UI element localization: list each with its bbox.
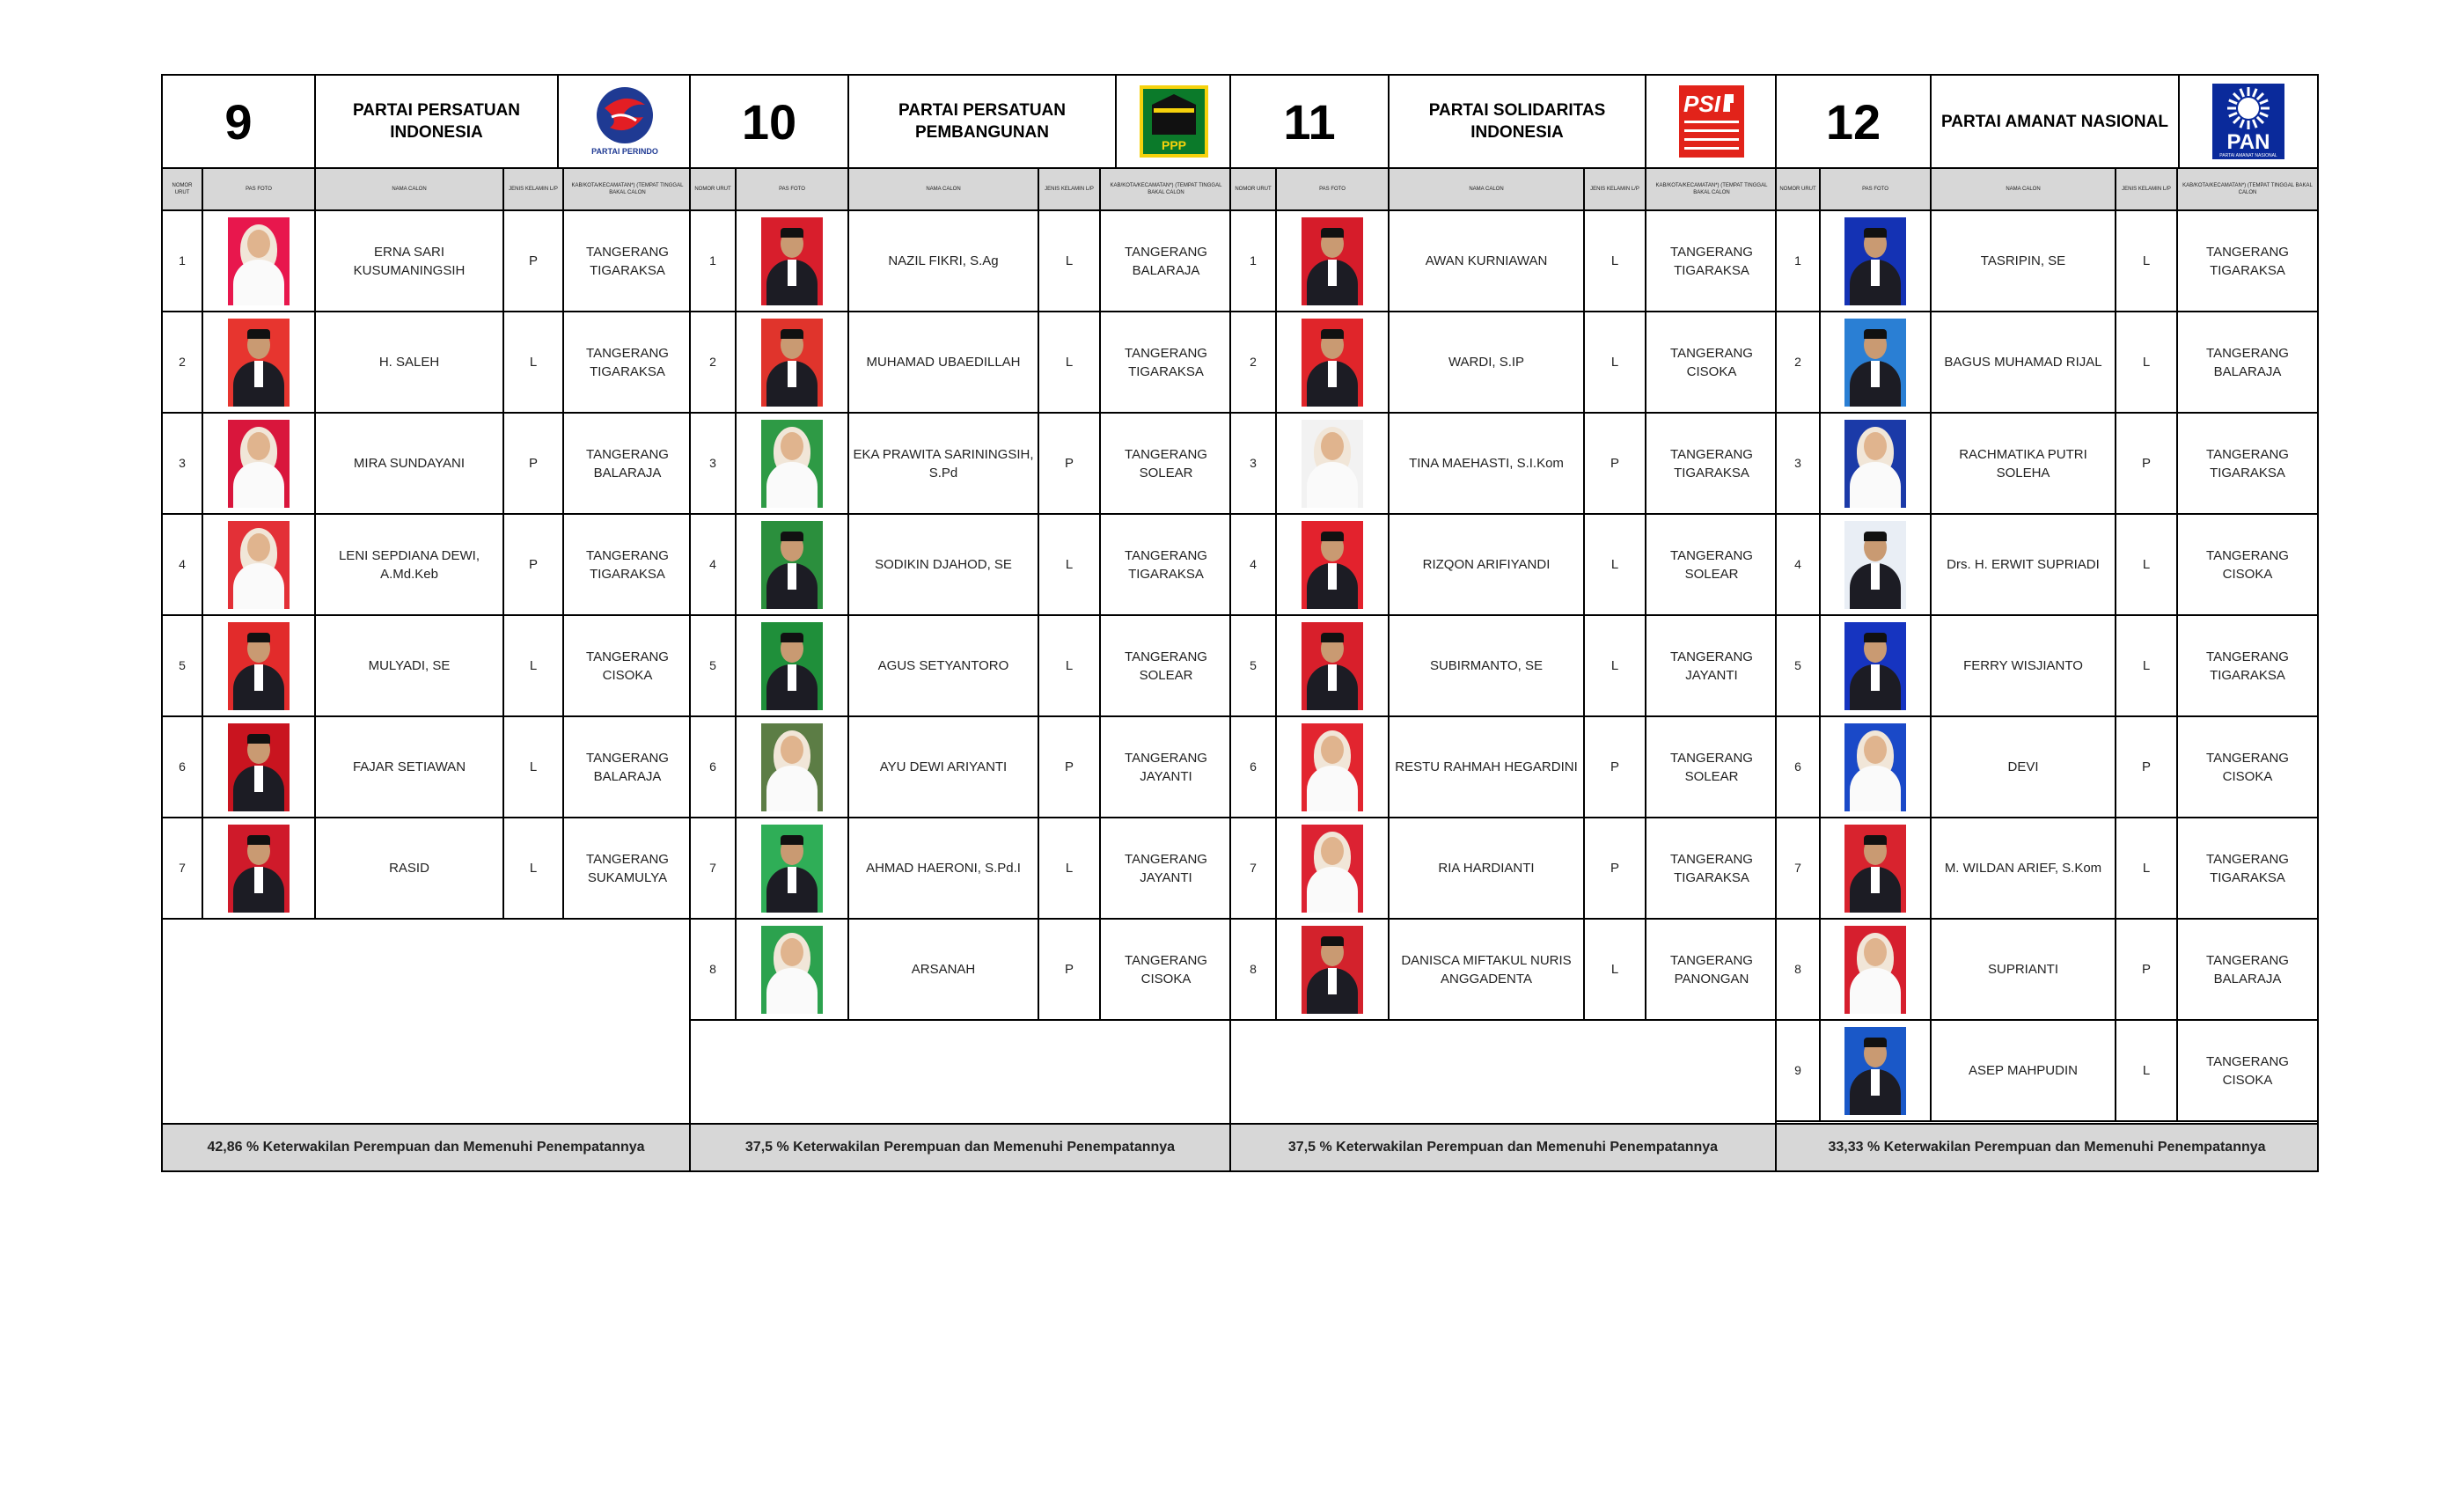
column-header-jenis-kelamin: JENIS KELAMIN L/P [504,169,564,209]
party-logo [1646,76,1777,167]
candidate-place: TANGERANG JAYANTI [1670,649,1753,683]
candidate-number: 1 [163,211,203,311]
candidate-place: TANGERANG PANONGAN [1670,952,1753,987]
candidate-row [1231,211,1775,312]
candidate-photo [228,825,290,913]
candidate-place: TANGERANG TIGARAKSA [2206,851,2289,885]
candidate-photo-cell [1821,717,1932,817]
candidate-place: TANGERANG TIGARAKSA [2206,244,2289,278]
candidate-gender: L [2116,211,2178,311]
candidate-photo-cell [737,515,849,614]
candidate-number: 2 [1777,312,1821,412]
candidate-number: 9 [1777,1021,1821,1120]
column-header-row [1777,169,2317,211]
column-header-row [163,169,689,211]
candidate-gender: L [504,616,564,715]
candidate-photo [1844,420,1906,508]
candidate-name: AYU DEWI ARIYANTI [849,717,1039,817]
candidate-photo-cell [1277,515,1390,614]
candidate-row [163,818,689,920]
party-name: PARTAI PERSATUAN INDONESIA [316,76,559,167]
candidate-number: 2 [691,312,737,412]
candidate-name: TASRIPIN, SE [1932,211,2116,311]
candidate-name: EKA PRAWITA SARININGSIH, S.Pd [849,414,1039,513]
candidate-number: 5 [163,616,203,715]
candidate-photo [1844,521,1906,609]
candidate-row [163,515,689,616]
candidate-place: TANGERANG JAYANTI [1125,750,1207,784]
column-header-pas-foto: PAS FOTO [1277,169,1390,209]
candidate-row [691,312,1229,414]
candidate-name: BAGUS MUHAMAD RIJAL [1932,312,2116,412]
candidate-photo-cell [1821,414,1932,513]
candidate-photo-cell [1277,920,1390,1019]
candidate-photo-cell [1277,414,1390,513]
candidate-photo [761,217,823,305]
column-header-row [691,169,1229,211]
party-header [1777,76,2317,169]
candidate-photo-cell [1821,1021,1932,1120]
candidate-row [691,818,1229,920]
candidate-gender: L [1585,312,1646,412]
candidate-list-sheet [161,74,2319,1172]
candidate-photo [761,723,823,811]
candidate-number: 8 [691,920,737,1019]
candidate-photo [761,825,823,913]
candidate-photo [1302,723,1363,811]
candidate-gender: P [1585,818,1646,918]
candidate-name: ASEP MAHPUDIN [1932,1021,2116,1120]
candidate-row [1231,515,1775,616]
candidate-photo [228,521,290,609]
candidate-name: SUBIRMANTO, SE [1390,616,1585,715]
candidate-gender: P [2116,717,2178,817]
candidate-photo-cell [1821,211,1932,311]
candidate-number: 3 [1777,414,1821,513]
candidate-number: 6 [1231,717,1277,817]
column-header-kab-kota: KAB/KOTA/KECAMATAN*) (TEMPAT TINGGAL BAKAL CALON [1110,183,1222,195]
candidate-photo-cell [203,717,316,817]
candidate-photo-cell [1821,312,1932,412]
column-header-nama-calon: NAMA CALON [316,169,504,209]
candidate-gender: L [2116,818,2178,918]
candidate-place: TANGERANG CISOKA [2206,750,2289,784]
column-header-pas-foto: PAS FOTO [1821,169,1932,209]
candidate-row [163,211,689,312]
candidate-place: TANGERANG BALARAJA [586,446,669,480]
candidate-gender: P [1585,414,1646,513]
candidate-photo [761,420,823,508]
candidate-row [1777,312,2317,414]
candidate-photo [228,622,290,710]
column-header-nomor-urut: NOMOR URUT [691,169,737,209]
candidate-row [691,515,1229,616]
candidate-gender: P [1585,717,1646,817]
candidate-number: 6 [163,717,203,817]
candidate-photo [1302,622,1363,710]
candidate-gender: P [2116,414,2178,513]
candidate-name: ERNA SARI KUSUMANINGSIH [316,211,504,311]
candidate-place: TANGERANG TIGARAKSA [586,345,669,379]
column-header-pas-foto: PAS FOTO [737,169,849,209]
column-header-nomor-urut: NOMOR URUT [1777,169,1821,209]
candidate-photo-cell [1821,515,1932,614]
candidate-name: Drs. H. ERWIT SUPRIADI [1932,515,2116,614]
candidate-name: RESTU RAHMAH HEGARDINI [1390,717,1585,817]
candidate-row [1231,920,1775,1021]
candidate-place: TANGERANG SOLEAR [1125,649,1207,683]
candidate-place: TANGERANG TIGARAKSA [1125,547,1207,582]
candidate-photo-cell [1821,616,1932,715]
candidate-photo [761,319,823,407]
candidate-row [691,414,1229,515]
candidate-row [691,717,1229,818]
candidate-name: RIZQON ARIFIYANDI [1390,515,1585,614]
candidate-name: DEVI [1932,717,2116,817]
candidate-photo [1844,1027,1906,1115]
candidate-gender: L [1039,515,1101,614]
candidate-row [1231,717,1775,818]
candidate-photo-cell [1277,312,1390,412]
candidate-photo [1844,319,1906,407]
candidate-number: 8 [1231,920,1277,1019]
candidate-photo [1844,825,1906,913]
candidate-gender: P [504,211,564,311]
candidate-place: TANGERANG SOLEAR [1670,547,1753,582]
candidate-photo [1844,217,1906,305]
candidate-gender: P [2116,920,2178,1019]
candidate-photo [1844,926,1906,1014]
candidate-row [163,312,689,414]
candidate-photo-cell [203,616,316,715]
party-header [163,76,689,169]
candidate-place: TANGERANG TIGARAKSA [586,244,669,278]
candidate-gender: L [2116,312,2178,412]
candidate-photo [1302,825,1363,913]
column-header-nomor-urut: NOMOR URUT [1231,169,1277,209]
candidate-photo-cell [1277,211,1390,311]
candidate-number: 7 [691,818,737,918]
candidate-number: 4 [163,515,203,614]
candidate-number: 5 [691,616,737,715]
candidate-place: TANGERANG CISOKA [586,649,669,683]
candidate-number: 5 [1777,616,1821,715]
candidate-number: 3 [1231,414,1277,513]
candidate-number: 6 [691,717,737,817]
candidate-photo-cell [1821,818,1932,918]
candidate-name: NAZIL FIKRI, S.Ag [849,211,1039,311]
party-block [1777,76,2317,1170]
candidate-name: MULYADI, SE [316,616,504,715]
candidate-name: FAJAR SETIAWAN [316,717,504,817]
candidate-gender: L [1039,312,1101,412]
candidate-photo [228,319,290,407]
candidate-photo-cell [1821,920,1932,1019]
candidate-place: TANGERANG TIGARAKSA [1670,446,1753,480]
candidate-gender: L [2116,616,2178,715]
candidate-row [1231,312,1775,414]
candidate-name: DANISCA MIFTAKUL NURIS ANGGADENTA [1390,920,1585,1019]
column-header-jenis-kelamin: JENIS KELAMIN L/P [2116,169,2178,209]
party-name: PARTAI SOLIDARITAS INDONESIA [1390,76,1646,167]
candidate-photo [1302,217,1363,305]
candidate-name: WARDI, S.IP [1390,312,1585,412]
logo-text: PARTAI AMANAT NASIONAL [2219,153,2277,158]
candidate-place: TANGERANG CISOKA [2206,547,2289,582]
party-name: PARTAI AMANAT NASIONAL [1932,76,2180,167]
representation-footer: 37,5 % Keterwakilan Perempuan dan Memenuhi Penempatannya [1231,1123,1775,1170]
candidate-place: TANGERANG CISOKA [1670,345,1753,379]
party-logo [1117,76,1231,167]
candidate-photo [761,926,823,1014]
candidate-photo-cell [203,515,316,614]
candidate-photo-cell [737,717,849,817]
candidate-gender: L [2116,1021,2178,1120]
candidate-photo-cell [737,920,849,1019]
candidate-row [1777,616,2317,717]
candidate-place: TANGERANG TIGARAKSA [1670,244,1753,278]
perindo-logo-icon [585,82,664,161]
candidate-place: TANGERANG BALARAJA [1125,244,1207,278]
column-header-nama-calon: NAMA CALON [1390,169,1585,209]
party-block [163,76,691,1170]
candidate-place: TANGERANG SUKAMULYA [586,851,669,885]
ppp-logo-icon [1134,82,1214,161]
candidate-gender: L [504,818,564,918]
representation-footer: 37,5 % Keterwakilan Perempuan dan Memenuhi Penempatannya [691,1123,1229,1170]
candidate-photo-cell [1277,717,1390,817]
candidate-row [691,616,1229,717]
candidate-number: 1 [1231,211,1277,311]
candidate-place: TANGERANG JAYANTI [1125,851,1207,885]
candidate-photo-cell [203,414,316,513]
candidate-gender: L [1039,211,1101,311]
candidate-photo [1302,420,1363,508]
party-number: 11 [1231,76,1390,167]
logo-text: PPP [1161,138,1187,152]
candidate-gender: L [1039,616,1101,715]
candidate-number: 5 [1231,616,1277,715]
candidate-number: 1 [1777,211,1821,311]
party-number: 12 [1777,76,1932,167]
candidate-photo [1302,926,1363,1014]
candidate-gender: P [504,414,564,513]
party-logo [2180,76,2317,167]
candidate-name: LENI SEPDIANA DEWI, A.Md.Keb [316,515,504,614]
party-number: 9 [163,76,316,167]
candidate-number: 6 [1777,717,1821,817]
candidate-row [1231,414,1775,515]
party-logo [559,76,691,167]
candidate-gender: P [1039,414,1101,513]
party-block [691,76,1231,1170]
candidate-name: RASID [316,818,504,918]
candidate-number: 7 [163,818,203,918]
candidate-place: TANGERANG TIGARAKSA [1125,345,1207,379]
candidate-gender: L [1585,920,1646,1019]
column-header-jenis-kelamin: JENIS KELAMIN L/P [1585,169,1646,209]
party-name: PARTAI PERSATUAN PEMBANGUNAN [849,76,1117,167]
candidate-row [163,414,689,515]
candidate-place: TANGERANG SOLEAR [1125,446,1207,480]
candidate-name: M. WILDAN ARIEF, S.Kom [1932,818,2116,918]
candidate-place: TANGERANG BALARAJA [2206,345,2289,379]
candidate-name: SUPRIANTI [1932,920,2116,1019]
candidate-number: 1 [691,211,737,311]
candidate-photo [228,217,290,305]
candidate-photo [761,521,823,609]
candidate-photo [1844,622,1906,710]
candidate-row [1777,920,2317,1021]
candidate-photo-cell [737,616,849,715]
candidate-place: TANGERANG SOLEAR [1670,750,1753,784]
candidate-photo-cell [737,211,849,311]
column-header-nomor-urut: NOMOR URUT [163,169,203,209]
candidate-place: TANGERANG BALARAJA [2206,952,2289,987]
candidate-number: 4 [1231,515,1277,614]
candidate-row [1777,818,2317,920]
candidate-name: H. SALEH [316,312,504,412]
candidate-row [1231,818,1775,920]
candidate-photo-cell [203,211,316,311]
candidate-photo [761,622,823,710]
candidate-photo-cell [1277,818,1390,918]
representation-footer: 33,33 % Keterwakilan Perempuan dan Memenuhi Penempatannya [1777,1123,2317,1170]
candidate-photo [1844,723,1906,811]
candidate-place: TANGERANG TIGARAKSA [2206,649,2289,683]
column-header-row [1231,169,1775,211]
logo-text: PARTAI PERINDO [591,147,658,156]
logo-text: PSI [1683,91,1720,117]
candidate-number: 2 [1231,312,1277,412]
candidate-place: TANGERANG CISOKA [1125,952,1207,987]
column-header-pas-foto: PAS FOTO [203,169,316,209]
column-header-kab-kota: KAB/KOTA/KECAMATAN*) (TEMPAT TINGGAL BAKAL CALON [1655,183,1768,195]
candidate-name: AGUS SETYANTORO [849,616,1039,715]
candidate-place: TANGERANG TIGARAKSA [1670,851,1753,885]
candidate-photo-cell [737,312,849,412]
candidate-name: ARSANAH [849,920,1039,1019]
column-header-nama-calon: NAMA CALON [849,169,1039,209]
candidate-row [1777,414,2317,515]
candidate-number: 4 [691,515,737,614]
candidate-number: 7 [1777,818,1821,918]
candidate-row [1231,616,1775,717]
candidate-row [1777,717,2317,818]
party-header [691,76,1229,169]
party-header [1231,76,1775,169]
candidate-row [691,211,1229,312]
candidate-name: AWAN KURNIAWAN [1390,211,1585,311]
candidate-name: RIA HARDIANTI [1390,818,1585,918]
column-header-nama-calon: NAMA CALON [1932,169,2116,209]
pan-logo-icon [2209,82,2288,161]
candidate-number: 7 [1231,818,1277,918]
candidate-photo [1302,319,1363,407]
party-number: 10 [691,76,849,167]
party-block [1231,76,1777,1170]
candidate-row [1777,211,2317,312]
representation-footer: 42,86 % Keterwakilan Perempuan dan Memenuhi Penempatannya [163,1123,689,1170]
candidate-photo-cell [737,414,849,513]
candidate-number: 2 [163,312,203,412]
candidate-name: FERRY WISJIANTO [1932,616,2116,715]
candidate-photo [228,420,290,508]
candidate-row [1777,1021,2317,1122]
candidate-row [163,717,689,818]
candidate-gender: L [504,312,564,412]
candidate-number: 3 [163,414,203,513]
candidate-number: 3 [691,414,737,513]
candidate-photo-cell [203,818,316,918]
candidate-photo-cell [203,312,316,412]
candidate-name: MUHAMAD UBAEDILLAH [849,312,1039,412]
candidate-name: SODIKIN DJAHOD, SE [849,515,1039,614]
candidate-name: RACHMATIKA PUTRI SOLEHA [1932,414,2116,513]
psi-logo-icon [1672,82,1751,161]
candidate-gender: L [1585,616,1646,715]
candidate-number: 8 [1777,920,1821,1019]
candidate-gender: L [504,717,564,817]
candidate-gender: P [1039,920,1101,1019]
candidate-row [163,616,689,717]
column-header-jenis-kelamin: JENIS KELAMIN L/P [1039,169,1101,209]
candidate-gender: L [1585,515,1646,614]
candidate-photo-cell [737,818,849,918]
column-header-kab-kota: KAB/KOTA/KECAMATAN*) (TEMPAT TINGGAL BAKAL CALON [571,183,684,195]
candidate-number: 4 [1777,515,1821,614]
candidate-gender: L [2116,515,2178,614]
candidate-name: AHMAD HAERONI, S.Pd.I [849,818,1039,918]
candidate-name: MIRA SUNDAYANI [316,414,504,513]
candidate-place: TANGERANG BALARAJA [586,750,669,784]
candidate-gender: P [504,515,564,614]
candidate-place: TANGERANG TIGARAKSA [2206,446,2289,480]
candidate-gender: P [1039,717,1101,817]
candidate-row [1777,515,2317,616]
candidate-row [691,920,1229,1021]
candidate-photo-cell [1277,616,1390,715]
candidate-name: TINA MAEHASTI, S.I.Kom [1390,414,1585,513]
candidate-photo [1302,521,1363,609]
candidate-place: TANGERANG CISOKA [2206,1053,2289,1088]
candidate-place: TANGERANG TIGARAKSA [586,547,669,582]
logo-text: PAN [2226,130,2270,154]
column-header-kab-kota: KAB/KOTA/KECAMATAN*) (TEMPAT TINGGAL BAKAL CALON [2182,183,2313,195]
candidate-gender: L [1585,211,1646,311]
candidate-gender: L [1039,818,1101,918]
candidate-photo [228,723,290,811]
